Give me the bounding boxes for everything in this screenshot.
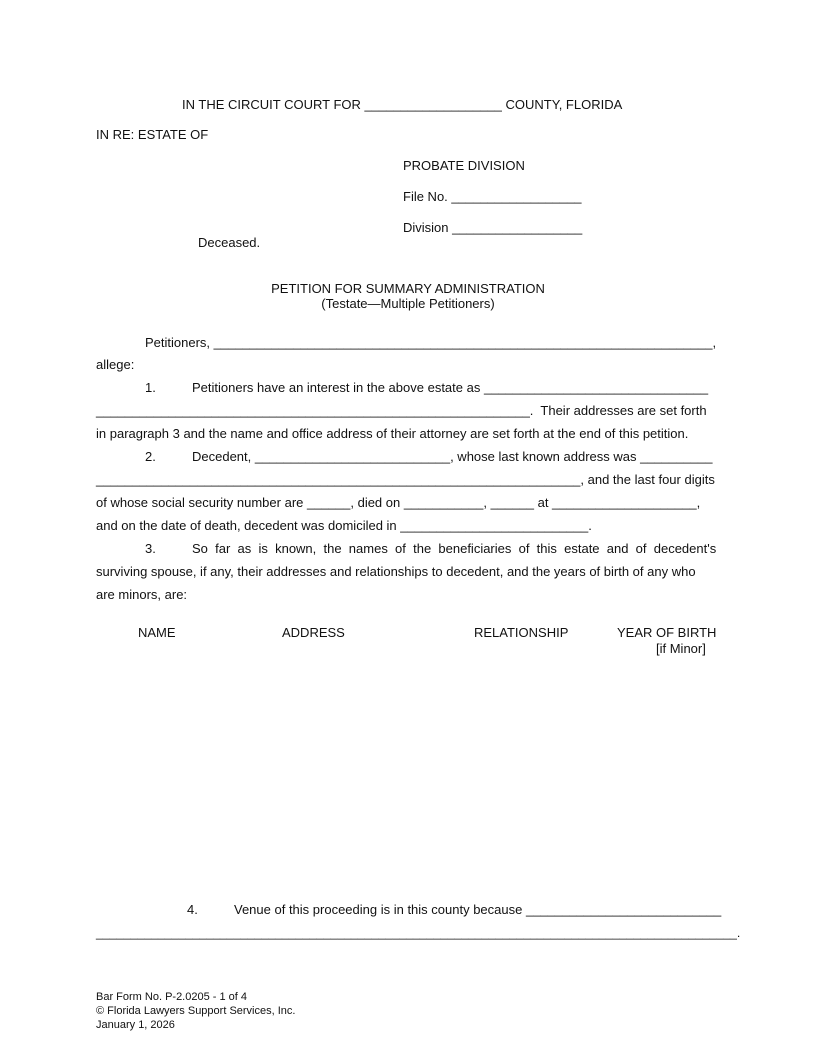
footer-date: January 1, 2026 (96, 1019, 175, 1031)
paragraph-4-line-2: _____________________________________________________________________________________________. (96, 926, 741, 940)
paragraph-1-line-2: ____________________________________________________________. Their addresses are set forth (96, 403, 707, 418)
paragraph-2-line-3: of whose social security number are ______, died on ___________, ______ at ____________________, (96, 495, 701, 510)
paragraph-1-line-3: in paragraph 3 and the name and office address of their attorney are set forth at the end of this petition. (96, 426, 689, 441)
division-field: Division __________________ (403, 220, 583, 235)
paragraph-3-line-1: So far as is known, the names of the beneficiaries of this estate and of decedent's (192, 541, 717, 556)
petition-subtitle: (Testate—Multiple Petitioners) (321, 296, 495, 311)
footer-copyright: © Florida Lawyers Support Services, Inc. (96, 1005, 296, 1017)
footer-form-number: Bar Form No. P-2.0205 - 1 of 4 (96, 991, 248, 1003)
allege-label: allege: (96, 357, 135, 372)
paragraph-1-number: 1. (145, 380, 156, 395)
file-number-field: File No. __________________ (403, 189, 582, 204)
deceased-label: Deceased. (198, 235, 261, 250)
paragraph-4-number: 4. (187, 902, 198, 917)
paragraph-3-line-3: are minors, are: (96, 587, 188, 602)
column-header-relationship: RELATIONSHIP (474, 625, 569, 640)
paragraph-3-number: 3. (145, 541, 156, 556)
in-re-estate: IN RE: ESTATE OF (96, 127, 209, 142)
paragraph-2-number: 2. (145, 449, 156, 464)
paragraph-4-line-1: Venue of this proceeding is in this county because ___________________________ (234, 902, 722, 917)
paragraph-1-line-1: Petitioners have an interest in the above estate as _______________________________ (192, 380, 709, 395)
column-header-if-minor: [if Minor] (656, 641, 706, 656)
petitioners-line: Petitioners, _____________________________________________________________________, (145, 335, 717, 350)
column-header-address: ADDRESS (282, 625, 345, 640)
paragraph-2-line-4: and on the date of death, decedent was domiciled in __________________________. (96, 518, 592, 533)
paragraph-3-line-2: surviving spouse, if any, their addresses and relationships to decedent, and the years of birth of any who (96, 564, 696, 579)
probate-division: PROBATE DIVISION (403, 158, 525, 173)
court-heading: IN THE CIRCUIT COURT FOR ___________________ COUNTY, FLORIDA (182, 97, 623, 112)
paragraph-2-line-2: ___________________________________________________________________, and the last four digits (96, 472, 715, 487)
column-header-year-of-birth: YEAR OF BIRTH (617, 625, 717, 640)
column-header-name: NAME (138, 625, 176, 640)
petition-title: PETITION FOR SUMMARY ADMINISTRATION (271, 281, 545, 296)
paragraph-2-line-1: Decedent, ___________________________, whose last known address was __________ (192, 449, 713, 464)
